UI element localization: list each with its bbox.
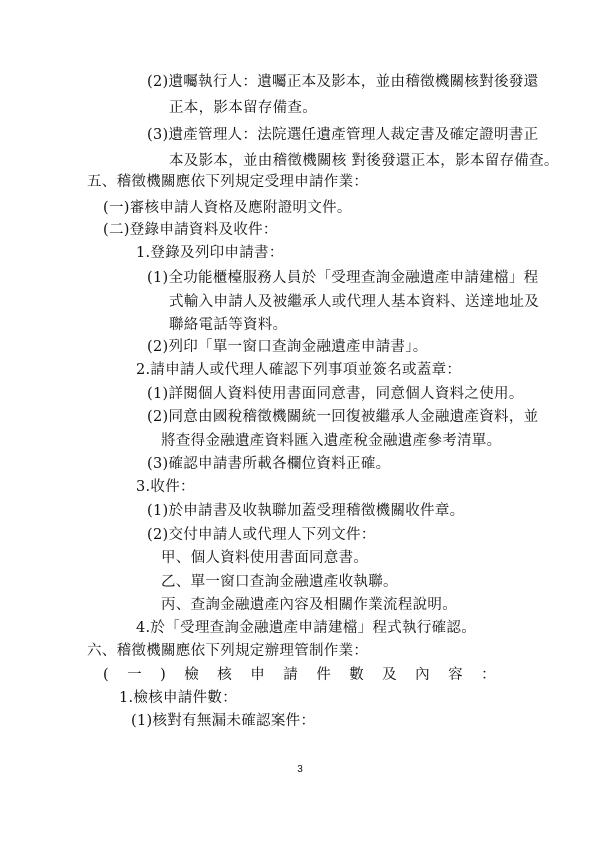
text-line: 式輸入申請人及被繼承人或代理人基本資料、送達地址及 <box>169 294 539 310</box>
section-heading: 五、稽徵機關應依下列規定受理申請作業： <box>87 174 369 190</box>
text-line: (3)遺產管理人：法院選任遺產管理人裁定書及確定證明書正 <box>147 127 539 143</box>
subsection-heading: (二)登錄申請資料及收件： <box>103 222 278 238</box>
text-line: (2)列印「單一窗口查詢金融遺產申請書」。 <box>147 339 428 355</box>
heading-char: 一 <box>127 667 142 683</box>
text-line: 正本，影本留存備查。 <box>169 100 317 116</box>
heading-char: 數 <box>349 667 364 683</box>
item-heading: 4.於「受理查詢金融遺產申請建檔」程式執行確認。 <box>136 620 477 636</box>
text-line: (2)遺囑執行人：遺囑正本及影本，並由稽徵機關核對後發還 <box>147 74 539 90</box>
text-line: (2)交付申請人或代理人下列文件： <box>147 527 376 543</box>
heading-char: 請 <box>283 667 299 683</box>
list-item: 乙、單一窗口查詢金融遺產收執聯。 <box>161 574 398 590</box>
list-item: 甲、個人資料使用書面同意書。 <box>161 550 369 566</box>
item-heading: 2.請申請人或代理人確認下列事項並簽名或蓋章： <box>136 362 462 378</box>
item-heading: 1.檢核申請件數： <box>119 690 238 706</box>
heading-char: 內 <box>415 667 430 683</box>
heading-char: ： <box>481 667 496 683</box>
section-heading: 六、稽徵機關應依下列規定辦理管制作業： <box>87 643 369 659</box>
heading-char: 申 <box>250 667 266 683</box>
item-heading: 1.登錄及列印申請書： <box>136 245 284 261</box>
text-line: (3)確認申請書所載各欄位資料正確。 <box>147 456 391 472</box>
item-heading: 3.收件： <box>136 479 195 495</box>
subsection-heading: (一)審核申請人資格及應附證明文件。 <box>103 200 352 216</box>
text-line: (1)核對有無漏未確認案件： <box>131 713 316 729</box>
heading-char: 及 <box>382 667 397 683</box>
list-item: 丙、查詢金融遺產內容及相關作業流程說明。 <box>161 597 457 613</box>
heading-char: 容 <box>448 667 463 683</box>
heading-char: ) <box>160 667 167 683</box>
text-line: (1)全功能櫃檯服務人員於「受理查詢金融遺產申請建檔」程 <box>147 270 539 286</box>
heading-char: ( <box>103 667 109 683</box>
heading-char: 件 <box>316 667 332 683</box>
text-line: (1)詳閱個人資料使用書面同意書，同意個人資料之使用。 <box>147 386 524 402</box>
text-line: 將查得金融遺產資料匯入遺產稅金融遺產參考清單。 <box>161 433 502 449</box>
spread-subsection-heading <box>103 665 496 685</box>
heading-char: 核 <box>217 667 233 683</box>
text-line: 聯絡電話等資料。 <box>169 317 288 333</box>
text-line: (2)同意由國稅稽徵機關統一回復被繼承人金融遺產資料，並 <box>147 409 539 425</box>
text-line: 本及影本，並由稽徵機關核 對後發還正本，影本留存備查。 <box>169 153 559 169</box>
heading-char: 檢 <box>184 667 200 683</box>
page-number: 3 <box>297 764 303 775</box>
text-line: (1)於申請書及收執聯加蓋受理稽徵機關收件章。 <box>147 503 465 519</box>
